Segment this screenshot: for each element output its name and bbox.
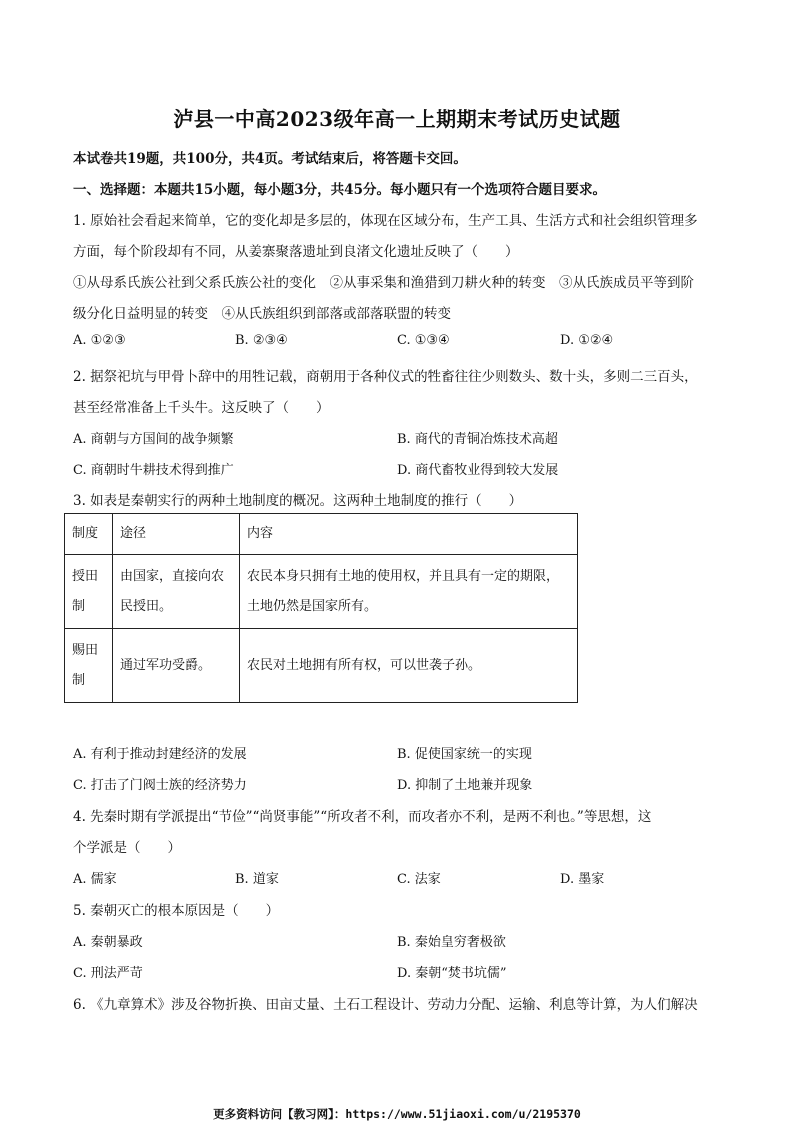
q5-option-d: D. 秦朝“焚书坑儒” <box>397 966 507 981</box>
q4-option-d: D. 墨家 <box>560 872 605 887</box>
table-row <box>65 555 578 629</box>
q3-option-c: C. 打击了门阀士族的经济势力 <box>73 778 247 793</box>
cell-text: 授田 <box>72 568 99 584</box>
table-header-cell: 途径 <box>113 514 240 555</box>
q5-option-c: C. 刑法严苛 <box>73 966 143 981</box>
cell-text: 农民对土地拥有所有权，可以世袭子孙。 <box>247 657 482 673</box>
cell-text: 制 <box>72 672 86 688</box>
q1-statement-line2: 级分化日益明显的转变 ④从氏族组织到部落或部落联盟的转变 <box>73 306 451 322</box>
q3-option-a: A. 有利于推动封建经济的发展 <box>73 747 247 762</box>
q1-option-b: B. ②③④ <box>235 333 288 348</box>
footer-link[interactable]: 更多资料访问【教习网】：https://www.51jiaoxi.com/u/2195370 <box>213 1107 581 1121</box>
q4-stem-line2: 个学派是（ ） <box>73 840 181 856</box>
table-cell <box>65 555 113 629</box>
q5-option-a: A. 秦朝暴政 <box>73 935 143 950</box>
table-row <box>65 629 578 703</box>
q3-stem: 3. 如表是秦朝实行的两种土地制度的概况。这两种土地制度的推行（ ） <box>73 493 523 509</box>
table-cell <box>65 629 113 703</box>
cell-text: 通过军功受爵。 <box>120 657 212 673</box>
q6-stem-line1: 6. 《九章算术》涉及谷物折换、田亩丈量、土石工程设计、劳动力分配、运输、利息等计算，为人们解决 <box>73 997 698 1013</box>
cell-text: 赐田 <box>72 642 99 658</box>
q1-option-a: A. ①②③ <box>73 333 126 348</box>
table-header-cell: 制度 <box>65 514 113 555</box>
q1-option-c: C. ①③④ <box>397 333 450 348</box>
cell-text: 农民本身只拥有土地的使用权，并且具有一定的期限， <box>247 568 560 584</box>
q4-option-a: A. 儒家 <box>73 872 117 887</box>
q4-stem-line1: 4. 先秦时期有学派提出“节俭”“尚贤事能”“所攻者不利，而攻者亦不利，是两不利也。”等思想，这 <box>73 809 652 825</box>
q4-option-c: C. 法家 <box>397 872 441 887</box>
q5-stem: 5. 秦朝灭亡的根本原因是（ ） <box>73 903 280 919</box>
cell-text: 土地仍然是国家所有。 <box>247 598 378 614</box>
q2-option-c: C. 商朝时牛耕技术得到推广 <box>73 463 234 478</box>
q1-statement-line1: ①从母系氏族公社到父系氏族公社的变化 ②从事采集和渔猎到刀耕火种的转变 ③从氏族成员平等到阶 <box>73 275 694 291</box>
exam-intro: 本试卷共19题，共100分，共4页。考试结束后，将答题卡交回。 <box>73 151 467 167</box>
q5-option-b: B. 秦始皇穷奢极欲 <box>397 935 506 950</box>
table-header-cell: 内容 <box>240 514 578 555</box>
q2-stem-line2: 甚至经常准备上千头牛。这反映了（ ） <box>73 400 330 416</box>
q2-stem-line1: 2. 据祭祀坑与甲骨卜辞中的用牲记载，商朝用于各种仪式的牲畜往往少则数头、数十头，多则二三百头， <box>73 369 698 385</box>
cell-text: 由国家，直接向农 <box>120 568 225 584</box>
q2-option-a: A. 商朝与方国间的战争频繁 <box>73 432 234 447</box>
table-cell <box>113 555 240 629</box>
q1-stem-line2: 方面，每个阶段却有不同，从姜寨聚落遗址到良渚文化遗址反映了（ ） <box>73 244 519 260</box>
table-header-row <box>65 514 578 555</box>
table-cell <box>113 629 240 703</box>
section-heading: 一、选择题：本题共15小题，每小题3分，共45分。每小题只有一个选项符合题目要求。 <box>73 182 606 198</box>
exam-title: 泸县一中高2023级年高一上期期末考试历史试题 <box>173 107 621 131</box>
q3-option-b: B. 促使国家统一的实现 <box>397 747 532 762</box>
q1-stem-line1: 1. 原始社会看起来简单，它的变化却是多层的，体现在区域分布，生产工具、生活方式和社会组织管理多 <box>73 213 698 229</box>
cell-text: 民授田。 <box>120 598 173 614</box>
q2-option-b: B. 商代的青铜冶炼技术高超 <box>397 432 558 447</box>
q3-option-d: D. 抑制了土地兼并现象 <box>397 778 533 793</box>
cell-text: 制 <box>72 598 86 614</box>
q1-option-d: D. ①②④ <box>560 333 614 348</box>
q2-option-d: D. 商代畜牧业得到较大发展 <box>397 463 559 478</box>
table-cell <box>240 555 578 629</box>
q4-option-b: B. 道家 <box>235 872 279 887</box>
land-system-table <box>64 513 578 703</box>
table-cell <box>240 629 578 703</box>
